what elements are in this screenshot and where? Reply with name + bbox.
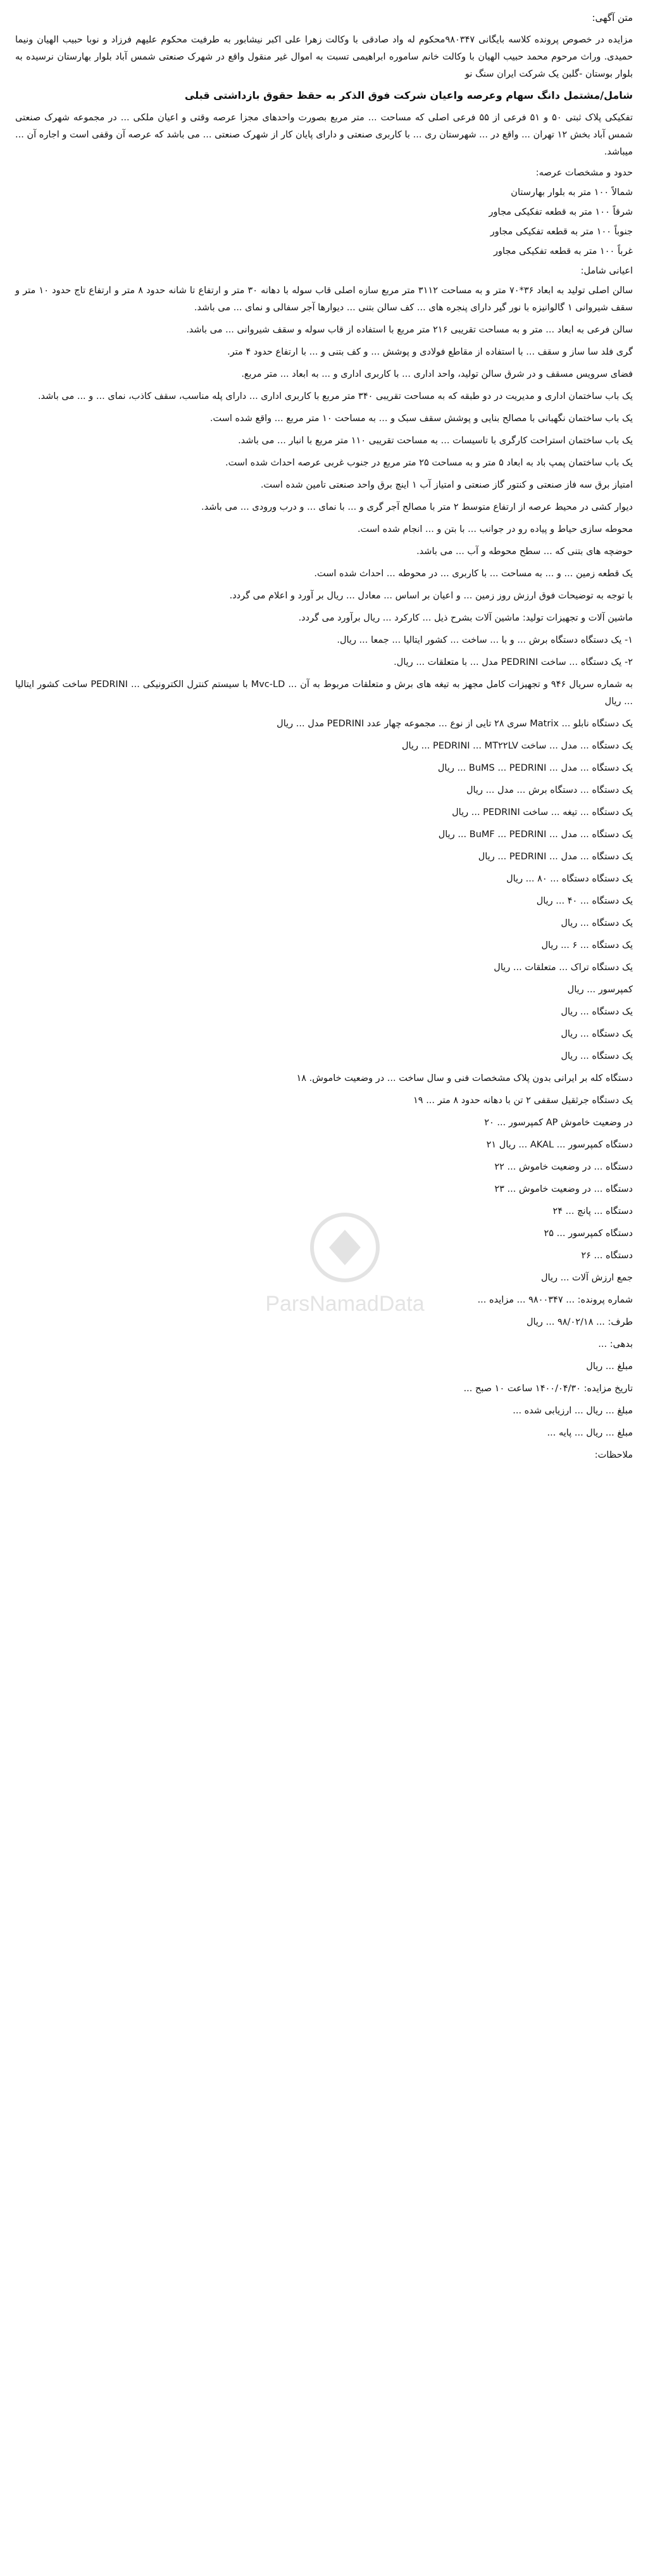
machine-item-10: یک دستگاه ... ۴۰ ... ریال — [536, 896, 633, 906]
building-item-11: محوطه سازی حیاط و پیاده رو در جوانب ... با بتن و ... انجام شده است. — [357, 524, 633, 534]
building-item-3: گری فلد سا ساز و سقف ... با استفاده از مقاطع فولادی و پوشش ... و کف بتنی و ... با ارتفاع حدود ۴ متر. — [227, 347, 633, 357]
machine-item-3: یک دستگاه ... مدل ... ساخت PEDRINI ... MT۲۲LV ... ریال — [401, 741, 633, 751]
building-item-10: دیوار کشی در محیط عرصه از ارتفاع متوسط ۲ متر با مصالح آجر گری و ... با نمای ... و درب ورودی ... می باشد. — [201, 502, 633, 512]
bounds-title: حدود و مشخصات عرصه: — [535, 168, 633, 178]
extra-item-6: دستگاه ... در وضعیت خاموش ... ۲۳ — [494, 1184, 633, 1194]
note-1: با توجه به توضیحات فوق ارزش روز زمین ... و اعیان بر اساس ... معادل ... ریال بر آورد و اعلام می گردد. — [229, 591, 633, 601]
machine-item-13: یک دستگاه تراک ... متعلقات ... ریال — [494, 963, 633, 973]
building-item-13: یک قطعه زمین ... و ... به مساحت ... با کاربری ... در محوطه ... احداث شده است. — [314, 569, 633, 579]
machine-item-2: یک دستگاه نابلو ... Matrix سری ۲۸ تایی از نوع ... مجموعه چهار عدد PEDRINI مدل ... ریال — [277, 719, 633, 729]
machine-item-1: به شماره سریال ۹۴۶ و تجهیزات کامل مجهز به تیغه های برش و متعلقات مربوط به آن ... Mvc-LD با سیستم کنترل الکترونیکی ... PEDRINI ساخت کشور ایتالیا ... ریال — [15, 679, 633, 707]
intro-paragraph: مزایده در خصوص پرونده کلاسه بایگانی ۹۸۰۳۴۷محکوم له واد صادقی با وکالت زهرا علی اکبر نیشابور به طرفیت محکوم علیهم فرزاد و نوبا حبیب الهیان ونیما حمیدی. وراث مرحوم محمد حبیب الهیان با وکالت خانم ساموره ابراهیمی تسبت به اموال غیر منقول واقع در شهرک صنعتی شمس آباد بلوار بهارستان نرسیده به بلوار بوستان -گلبن یک شرکت ایران سنگ نو — [15, 35, 633, 79]
extra-item-3: در وضعیت خاموش AP کمپرسور ... ۲۰ — [484, 1118, 633, 1128]
footer-item-9: ملاحظات: — [594, 1450, 633, 1460]
machine-item-17: یک دستگاه ... ریال — [561, 1051, 633, 1061]
machine-item-5: یک دستگاه ... دستگاه برش ... مدل ... ریال — [466, 785, 633, 795]
machine-item-8: یک دستگاه ... مدل ... PEDRINI ... ریال — [478, 852, 633, 862]
bound-south: جنوباً ۱۰۰ متر به قطعه تفکیکی مجاور — [490, 227, 633, 237]
machine-item-15: یک دستگاه ... ریال — [561, 1007, 633, 1017]
note-2: ماشین آلات و تجهیزات تولید: ماشین آلات بشرح ذیل ... کارکرد ... ریال برآورد می گردد. — [298, 613, 633, 623]
notice-title: متن آگهی: — [592, 12, 633, 23]
building-item-6: یک باب ساختمان نگهبانی با مصالح بنایی و پوشش سقف سبک و ... به مساحت ۱۰ متر مربع ... واقع شده است. — [209, 414, 633, 424]
machine-item-12: یک دستگاه ... ۶ ... ریال — [541, 940, 633, 950]
machine-item-14: کمپرسور ... ریال — [567, 985, 633, 995]
watermark-text: ParsNamadData — [265, 1292, 425, 1316]
footer-item-8: مبلغ ... ریال ... پایه ... — [547, 1428, 633, 1438]
extra-item-5: دستگاه ... در وضعیت خاموش ... ۲۲ — [494, 1162, 633, 1172]
building-item-2: سالن فرعی به ابعاد ... متر و به مساحت تقریبی ۲۱۶ متر مربع با استفاده از قاب سوله و سقف شیروانی ... می باشد. — [186, 325, 633, 335]
land-description: تفکیکی پلاک ثبتی ۵۰ و ۵۱ فرعی از ۵۵ فرعی اصلی که مساحت ... متر مربع بصورت واحدهای مجزا عرصه وقتی و اعیان ملکی ... در مجموعه شهرک صنعتی شمس آباد بخش ۱۲ تهران ... واقع در ... شهرستان ری ... با کاربری صنعتی و دارای پایان کار از شهرک صنعتی ... می باشد که عرصه آن وقفی است و اجاره آن ... میباشد. — [15, 113, 633, 157]
building-item-12: حوضچه های بتنی که ... سطح محوطه و آب ... می باشد. — [416, 546, 633, 557]
footer-item-2: شماره پرونده: ... ۹۸۰۰۳۴۷ ... مزایده ... — [477, 1295, 633, 1305]
buildings-title: اعیانی شامل: — [580, 266, 633, 276]
machine-item-7: یک دستگاه ... مدل ... BuΜF ... PEDRINI ... ریال — [438, 830, 633, 840]
footer-item-5: مبلغ ... ریال — [586, 1361, 633, 1372]
bound-east: شرقاً ۱۰۰ متر به قطعه تفکیکی مجاور — [489, 207, 633, 217]
footer-item-4: بدهی: ... — [598, 1339, 633, 1349]
machine-item-16: یک دستگاه ... ریال — [561, 1029, 633, 1039]
extra-item-4: دستگاه کمپرسور ... AKAL ... ریال ۲۱ — [486, 1140, 633, 1150]
footer-item-7: مبلغ ... ریال ... ارزیابی شده ... — [513, 1406, 633, 1416]
footer-item-3: طرف: ... ۹۸/۰۲/۱۸ ... ریال — [526, 1317, 633, 1327]
building-item-9: امتیاز برق سه فاز صنعتی و کنتور گاز صنعتی و امتیاز آب ۱ اینچ برق واحد صنعتی تامین شده است. — [260, 480, 633, 490]
building-item-5: یک باب ساختمان اداری و مدیریت در دو طبقه که به مساحت تقریبی ۳۴۰ متر مربع با کاربری اداری ... دارای پله مناسب، سقف کاذب، نمای ... و ... می باشد. — [37, 391, 633, 401]
building-item-7: یک باب ساختمان استراحت کارگری با تاسیسات ... به مساحت تقریبی ۱۱۰ متر مربع با انبار ... می باشد. — [238, 436, 633, 446]
extra-item-7: دستگاه ... پانچ ... ۲۴ — [552, 1206, 633, 1216]
section-heading: شامل/مشتمل دانگ سهام وعرصه واعیان شرکت فوق الذکر به حقظ حقوق بازداشتی قبلی — [184, 89, 633, 101]
building-item-1: سالن اصلی تولید به ابعاد ۳۶*۷۰ متر و به مساحت ۳۱۱۲ متر مربع سازه اصلی قاب سوله با دهانه ۳۰ متر و ارتفاع تا شانه حدود ۸ متر و ارتفاع تاج حدود ۱۰ متر و سقف شیروانی ۱ گالوانیزه با نور گیر دارای پنجره های ... کف سالن بتنی ... دیوارها آجر سفالی و نمای ... می باشد. — [15, 286, 633, 313]
machine-item-4: یک دستگاه ... مدل ... BuΜS ... PEDRINI ... ریال — [437, 763, 633, 773]
note-3: ۱- یک دستگاه دستگاه برش ... و با ... ساخت ... کشور ایتالیا ... جمعا ... ریال. — [337, 635, 633, 645]
note-4: ۲- یک دستگاه ... ساخت PEDRINI مدل ... با متعلقات ... ریال. — [394, 657, 633, 667]
extra-item-8: دستگاه کمپرسور ... ۲۵ — [544, 1228, 633, 1239]
building-item-4: فضای سرویس مسقف و در شرق سالن تولید، واحد اداری ... با کاربری اداری و ... به ابعاد ... متر مربع. — [241, 369, 633, 379]
footer-item-1: جمع ارزش آلات ... ریال — [541, 1273, 633, 1283]
extra-item-9: دستگاه ... ۲۶ — [581, 1251, 633, 1261]
bound-north: شمالاً ۱۰۰ متر به بلوار بهارستان — [511, 187, 633, 198]
footer-item-6: تاریخ مزایده: ۱۴۰۰/۰۴/۳۰ ساعت ۱۰ صبح ... — [463, 1384, 633, 1394]
bound-west: غرباً ۱۰۰ متر به قطعه تفکیکی مجاور — [493, 246, 633, 256]
machine-item-6: یک دستگاه ... تیغه ... ساخت PEDRINI ... ریال — [452, 807, 633, 818]
extra-item-1: دستگاه کله بر ایرانی بدون پلاک مشخصات فنی و سال ساخت ... در وضعیت خاموش. ۱۸ — [296, 1073, 633, 1083]
building-item-8: یک باب ساختمان پمپ باد به ابعاد ۵ متر و به مساحت ۲۵ متر مربع در جنوب غربی عرصه احداث شده است. — [225, 458, 633, 468]
machine-item-9: یک دستگاه دستگاه ... ۸۰ ... ریال — [506, 874, 633, 884]
extra-item-2: یک دستگاه جرثقیل سقفی ۲ تن با دهانه حدود ۸ متر ... ۱۹ — [413, 1095, 633, 1106]
machine-item-11: یک دستگاه ... ریال — [561, 918, 633, 928]
